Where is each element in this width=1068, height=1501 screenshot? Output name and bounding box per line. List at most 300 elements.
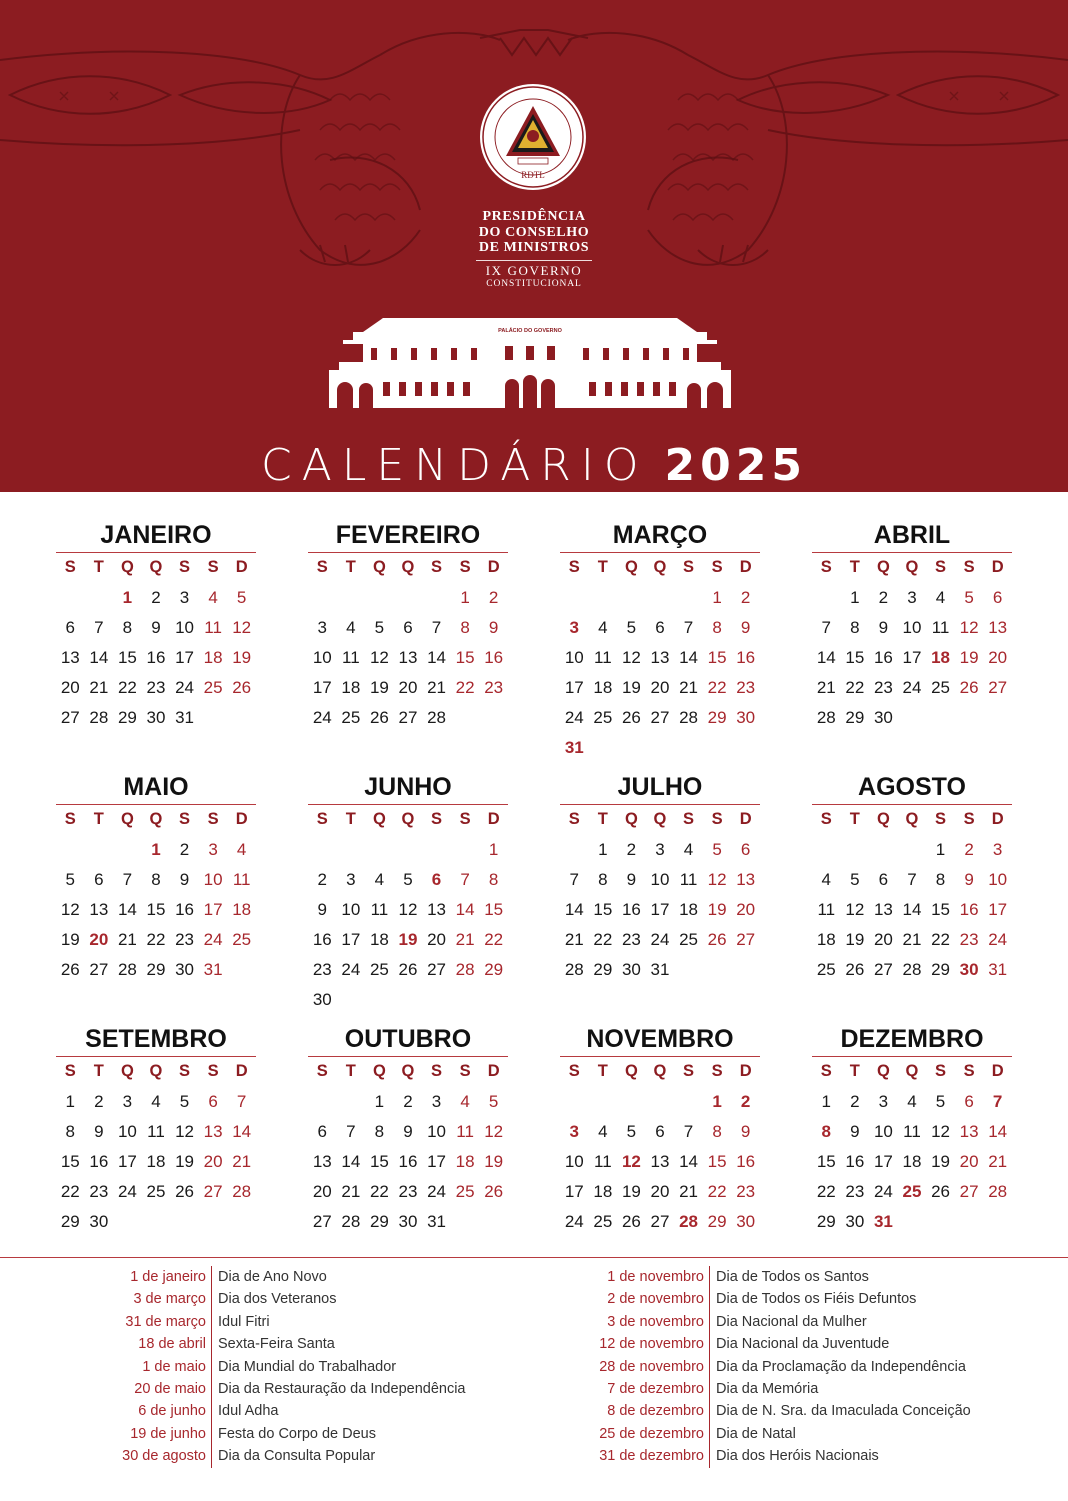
empty-cell (617, 1087, 646, 1117)
day-cell: 12 (707, 870, 727, 889)
day-cell: 15 (593, 900, 613, 919)
day-cell: 25 (593, 708, 613, 727)
day-cell: 11 (594, 648, 612, 667)
day-cell: 7 (122, 870, 133, 889)
holiday-date: 30 de agosto (0, 1445, 212, 1467)
day-grid (560, 553, 760, 763)
day-cell: 1 (935, 840, 946, 859)
day-cell: 18 (593, 1182, 613, 1201)
day-cell: 14 (679, 648, 698, 667)
day-grid (560, 805, 760, 985)
day-cell: 25 (203, 678, 223, 697)
day-cell: 19 (232, 648, 252, 667)
month-name: AGOSTO (858, 773, 966, 801)
holiday-day: 8 (821, 1122, 832, 1141)
day-cell: 23 (736, 678, 756, 697)
day-cell: 26 (845, 960, 865, 979)
day-grid (560, 1057, 760, 1237)
day-cell: 3 (179, 588, 190, 607)
day-cell: 12 (369, 648, 389, 667)
day-cell: 8 (712, 1122, 722, 1141)
day-cell: 3 (878, 1092, 889, 1111)
day-cell: 16 (621, 900, 641, 919)
day-cell: 2 (488, 588, 499, 607)
day-cell: 14 (427, 648, 446, 667)
holiday-name: Dia de Ano Novo (218, 1269, 327, 1285)
weekday-header: S (683, 1062, 695, 1080)
day-cell: 5 (403, 870, 413, 889)
holiday-date: 7 de dezembro (0, 1378, 710, 1400)
weekday-header: T (597, 810, 608, 828)
day-cell: 7 (460, 870, 470, 889)
holiday-date: 12 de novembro (0, 1333, 710, 1355)
day-cell: 6 (964, 1092, 974, 1111)
weekday-header: D (739, 558, 752, 576)
day-cell: 24 (312, 708, 332, 727)
title-word: CALENDÁRIO (261, 440, 649, 491)
day-cell: 30 (146, 708, 166, 727)
day-cell: 8 (65, 1122, 76, 1141)
day-cell: 22 (60, 1182, 80, 1201)
day-cell: 4 (683, 840, 694, 859)
day-cell: 22 (816, 1182, 836, 1201)
weekday-header: S (568, 558, 580, 576)
day-cell: 25 (232, 930, 252, 949)
day-grid (812, 553, 1012, 733)
day-cell: 26 (60, 960, 80, 979)
day-cell: 5 (65, 870, 76, 889)
weekday-header: S (935, 1062, 947, 1080)
day-cell: 4 (907, 1092, 917, 1111)
day-cell: 24 (564, 708, 584, 727)
day-cell: 11 (342, 648, 360, 667)
day-cell: 29 (146, 960, 166, 979)
month-name: JUNHO (364, 773, 452, 801)
day-cell: 20 (736, 900, 756, 919)
day-cell: 10 (564, 1152, 584, 1171)
weekday-header: Q (624, 1062, 638, 1080)
day-cell: 22 (117, 678, 137, 697)
holiday-day: 7 (992, 1092, 1003, 1111)
month-11 (560, 1024, 760, 1237)
empty-cell (589, 1087, 618, 1117)
weekday-header: T (597, 558, 608, 576)
day-cell: 5 (850, 870, 860, 889)
empty-cell (56, 835, 85, 865)
holiday-day: 31 (564, 738, 584, 757)
day-cell: 11 (817, 900, 836, 919)
weekday-header: S (568, 1062, 580, 1080)
day-cell: 9 (179, 870, 190, 889)
weekday-header: S (179, 810, 191, 828)
holiday-name: Dia Nacional da Juventude (716, 1336, 890, 1353)
day-cell: 27 (398, 708, 418, 727)
holiday-row (0, 1311, 971, 1333)
day-cell: 17 (564, 678, 584, 697)
day-cell: 14 (89, 648, 109, 667)
day-cell: 13 (873, 900, 893, 919)
month-name: MAIO (123, 773, 189, 801)
weekday-header: Q (401, 558, 415, 576)
day-cell: 5 (626, 1122, 637, 1141)
day-cell: 10 (203, 870, 223, 889)
weekday-header: Q (624, 810, 638, 828)
day-cell: 26 (232, 678, 252, 697)
day-cell: 21 (341, 1182, 361, 1201)
weekday-header: T (345, 1062, 356, 1080)
title-year: 2025 (664, 440, 807, 491)
weekday-header: Q (372, 1062, 386, 1080)
day-cell: 21 (902, 930, 922, 949)
day-cell: 19 (845, 930, 865, 949)
holiday-name: Dia da Restauração da Independência (218, 1380, 466, 1397)
day-cell: 14 (341, 1152, 361, 1171)
day-cell: 13 (650, 1152, 670, 1171)
day-cell: 30 (312, 990, 332, 1009)
day-cell: 2 (179, 840, 190, 859)
day-cell: 8 (460, 618, 470, 637)
holiday-date: 28 de novembro (0, 1356, 710, 1378)
day-cell: 28 (427, 708, 446, 727)
day-cell: 18 (341, 678, 361, 697)
day-cell: 25 (931, 678, 950, 697)
day-cell: 6 (65, 618, 76, 637)
day-cell: 1 (488, 840, 499, 859)
weekday-header: D (235, 558, 248, 576)
day-cell: 28 (564, 960, 584, 979)
empty-cell (560, 583, 589, 613)
day-cell: 17 (175, 648, 194, 667)
day-cell: 6 (992, 588, 1003, 607)
holiday-name: Dia Nacional da Mulher (716, 1313, 867, 1330)
day-cell: 26 (931, 1182, 950, 1201)
day-cell: 16 (146, 648, 166, 667)
holiday-day: 1 (122, 588, 133, 607)
day-cell: 30 (736, 1212, 756, 1231)
day-cell: 6 (655, 1122, 665, 1141)
month-7 (560, 772, 760, 985)
day-cell: 6 (208, 1092, 218, 1111)
day-cell: 12 (621, 648, 641, 667)
day-cell: 29 (816, 1212, 836, 1231)
day-cell: 26 (369, 708, 389, 727)
day-cell: 28 (117, 960, 137, 979)
holiday-date: 19 de junho (0, 1423, 212, 1445)
day-cell: 1 (821, 1092, 832, 1111)
day-cell: 11 (903, 1122, 921, 1141)
empty-cell (85, 583, 114, 613)
holiday-name: Dia da Consulta Popular (218, 1448, 376, 1465)
day-cell: 3 (992, 840, 1003, 859)
day-cell: 15 (845, 648, 865, 667)
day-cell: 13 (959, 1122, 979, 1141)
day-cell: 16 (484, 648, 504, 667)
day-cell: 10 (117, 1122, 137, 1141)
weekday-header: T (93, 558, 104, 576)
day-cell: 30 (89, 1212, 109, 1231)
day-cell: 25 (679, 930, 698, 949)
holiday-name: Sexta-Feira Santa (218, 1336, 335, 1353)
holiday-date: 3 de novembro (0, 1311, 710, 1333)
day-cell: 16 (312, 930, 332, 949)
day-cell: 13 (427, 900, 446, 919)
holiday-day: 3 (569, 618, 580, 637)
day-cell: 23 (484, 678, 504, 697)
day-cell: 5 (179, 1092, 190, 1111)
day-cell: 9 (964, 870, 974, 889)
day-cell: 23 (146, 678, 166, 697)
day-cell: 31 (203, 960, 223, 979)
empty-cell (365, 835, 394, 865)
holiday-name: Idul Adha (218, 1403, 279, 1420)
day-cell: 3 (907, 588, 917, 607)
day-cell: 7 (431, 618, 442, 637)
day-cell: 20 (650, 678, 670, 697)
day-cell: 30 (845, 1212, 865, 1231)
day-cell: 11 (931, 618, 950, 637)
weekday-header: S (683, 558, 695, 576)
weekday-header: S (711, 558, 723, 576)
day-cell: 5 (488, 1092, 499, 1111)
day-cell: 10 (427, 1122, 446, 1141)
holiday-date: 1 de novembro (0, 1266, 710, 1288)
weekday-header: Q (905, 1062, 919, 1080)
day-cell: 29 (931, 960, 950, 979)
day-cell: 20 (873, 930, 893, 949)
weekday-header: D (991, 1062, 1004, 1080)
day-cell: 11 (679, 870, 698, 889)
holiday-row (0, 1356, 971, 1378)
day-cell: 15 (707, 648, 727, 667)
month-9 (56, 1024, 256, 1237)
empty-cell (674, 583, 703, 613)
day-cell: 6 (317, 1122, 328, 1141)
day-cell: 20 (312, 1182, 332, 1201)
weekday-header: D (487, 810, 500, 828)
palace-sign: PALÁCIO DO GOVERNO (498, 328, 562, 334)
day-cell: 17 (988, 900, 1008, 919)
weekday-header: D (235, 810, 248, 828)
holiday-name: Dia Mundial do Trabalhador (218, 1358, 397, 1375)
weekday-header: S (568, 810, 580, 828)
month-name: JULHO (617, 773, 703, 801)
holiday-date: 1 de maio (0, 1356, 212, 1378)
day-cell: 30 (736, 708, 756, 727)
weekday-header: Q (401, 1062, 415, 1080)
day-cell: 11 (456, 1122, 474, 1141)
day-cell: 4 (460, 1092, 470, 1111)
day-cell: 20 (398, 678, 418, 697)
day-cell: 10 (902, 618, 922, 637)
day-grid (56, 1057, 256, 1237)
weekday-header: Q (149, 558, 163, 576)
day-cell: 17 (427, 1152, 446, 1171)
weekday-header: Q (120, 1062, 134, 1080)
day-cell: 16 (736, 1152, 756, 1171)
weekday-header: D (235, 1062, 248, 1080)
day-cell: 21 (679, 1182, 698, 1201)
weekday-header: S (963, 810, 975, 828)
weekday-header: S (316, 1062, 328, 1080)
day-cell: 24 (203, 930, 223, 949)
empty-cell (337, 583, 366, 613)
day-cell: 5 (712, 840, 722, 859)
weekday-header: S (459, 558, 471, 576)
day-cell: 22 (707, 678, 727, 697)
holiday-name: Dia dos Veteranos (218, 1291, 337, 1308)
holiday-name: Dia de Natal (716, 1425, 796, 1442)
day-cell: 28 (341, 1212, 361, 1231)
day-cell: 19 (707, 900, 727, 919)
day-cell: 3 (431, 1092, 442, 1111)
day-cell: 24 (427, 1182, 446, 1201)
day-cell: 23 (736, 1182, 756, 1201)
day-cell: 7 (683, 618, 694, 637)
day-cell: 22 (455, 678, 475, 697)
day-cell: 29 (369, 1212, 389, 1231)
holiday-date: 25 de dezembro (0, 1423, 710, 1445)
day-cell: 12 (959, 618, 979, 637)
day-cell: 15 (117, 648, 137, 667)
day-cell: 6 (94, 870, 104, 889)
holiday-day: 28 (679, 1212, 698, 1231)
day-cell: 24 (873, 1182, 893, 1201)
day-cell: 23 (398, 1182, 418, 1201)
weekday-header: S (820, 558, 832, 576)
day-cell: 23 (873, 678, 893, 697)
day-cell: 18 (455, 1152, 475, 1171)
weekday-header: S (64, 1062, 76, 1080)
empty-cell (422, 583, 451, 613)
day-cell: 1 (598, 840, 608, 859)
day-cell: 29 (484, 960, 504, 979)
day-cell: 18 (146, 1152, 166, 1171)
weekday-header: S (935, 810, 947, 828)
month-10 (308, 1024, 508, 1237)
day-cell: 13 (89, 900, 109, 919)
month-name: NOVEMBRO (586, 1025, 734, 1053)
holiday-day: 3 (569, 1122, 580, 1141)
day-cell: 19 (621, 1182, 641, 1201)
holiday-date: 20 de maio (0, 1378, 212, 1400)
day-cell: 7 (907, 870, 917, 889)
day-cell: 24 (341, 960, 361, 979)
weekday-header: Q (120, 810, 134, 828)
empty-cell (869, 835, 898, 865)
month-6 (308, 772, 508, 1015)
day-cell: 13 (650, 648, 670, 667)
day-cell: 20 (203, 1152, 223, 1171)
weekday-header: Q (905, 558, 919, 576)
holiday-row (0, 1400, 971, 1422)
day-cell: 13 (398, 648, 418, 667)
day-cell: 8 (598, 870, 608, 889)
weekday-header: S (207, 810, 219, 828)
day-cell: 19 (60, 930, 80, 949)
holiday-row (0, 1423, 971, 1445)
holiday-day: 18 (931, 648, 950, 667)
holiday-day: 1 (151, 840, 161, 859)
org-line-3: DE MINISTROS (478, 240, 590, 255)
day-cell: 2 (740, 588, 751, 607)
day-cell: 5 (626, 618, 637, 637)
day-cell: 17 (312, 678, 332, 697)
day-cell: 13 (988, 618, 1008, 637)
month-12 (812, 1024, 1012, 1237)
day-cell: 22 (369, 1182, 389, 1201)
weekday-header: Q (372, 558, 386, 576)
holiday-date: 3 de março (0, 1288, 212, 1310)
day-cell: 6 (655, 618, 665, 637)
day-cell: 9 (878, 618, 889, 637)
gov-line-2: CONSTITUCIONAL (486, 278, 582, 289)
day-cell: 30 (621, 960, 641, 979)
day-cell: 6 (878, 870, 889, 889)
day-cell: 27 (873, 960, 893, 979)
day-cell: 26 (398, 960, 418, 979)
weekday-header: S (459, 1062, 471, 1080)
holiday-date: 2 de novembro (0, 1288, 710, 1310)
weekday-header: D (991, 810, 1004, 828)
empty-cell (85, 835, 114, 865)
day-cell: 9 (740, 618, 751, 637)
day-cell: 4 (208, 588, 218, 607)
day-cell: 17 (564, 1182, 584, 1201)
holiday-date: 31 de março (0, 1311, 212, 1333)
holiday-list-right (0, 1266, 971, 1468)
holiday-date: 6 de junho (0, 1400, 212, 1422)
empty-cell (841, 835, 870, 865)
month-2 (308, 520, 508, 733)
day-cell: 8 (122, 618, 133, 637)
day-cell: 7 (683, 1122, 694, 1141)
day-cell: 12 (931, 1122, 950, 1141)
weekday-header: Q (401, 810, 415, 828)
day-cell: 2 (151, 588, 161, 607)
day-cell: 27 (959, 1182, 979, 1201)
empty-cell (560, 1087, 589, 1117)
day-cell: 18 (593, 678, 613, 697)
palace-building-icon (323, 312, 737, 412)
day-cell: 4 (598, 1122, 608, 1141)
day-cell: 20 (650, 1182, 670, 1201)
weekday-header: Q (653, 558, 667, 576)
day-cell: 16 (175, 900, 194, 919)
empty-cell (589, 583, 618, 613)
empty-cell (617, 583, 646, 613)
seal-abbrev: RDTL (521, 170, 545, 180)
weekday-header: T (597, 1062, 608, 1080)
day-cell: 9 (317, 900, 328, 919)
holiday-date: 8 de dezembro (0, 1400, 710, 1422)
day-cell: 8 (488, 870, 499, 889)
day-cell: 8 (850, 618, 860, 637)
empty-cell (812, 583, 841, 613)
month-1 (56, 520, 256, 733)
day-cell: 21 (816, 678, 836, 697)
day-cell: 9 (488, 618, 499, 637)
day-cell: 20 (988, 648, 1008, 667)
day-cell: 12 (398, 900, 418, 919)
day-cell: 13 (312, 1152, 332, 1171)
holiday-name: Festa do Corpo de Deus (218, 1425, 376, 1442)
day-cell: 4 (598, 618, 608, 637)
day-cell: 16 (959, 900, 979, 919)
holiday-name: Dia de Todos os Fiéis Defuntos (716, 1291, 917, 1308)
day-cell: 18 (679, 900, 698, 919)
day-cell: 15 (931, 900, 950, 919)
empty-cell (308, 583, 337, 613)
